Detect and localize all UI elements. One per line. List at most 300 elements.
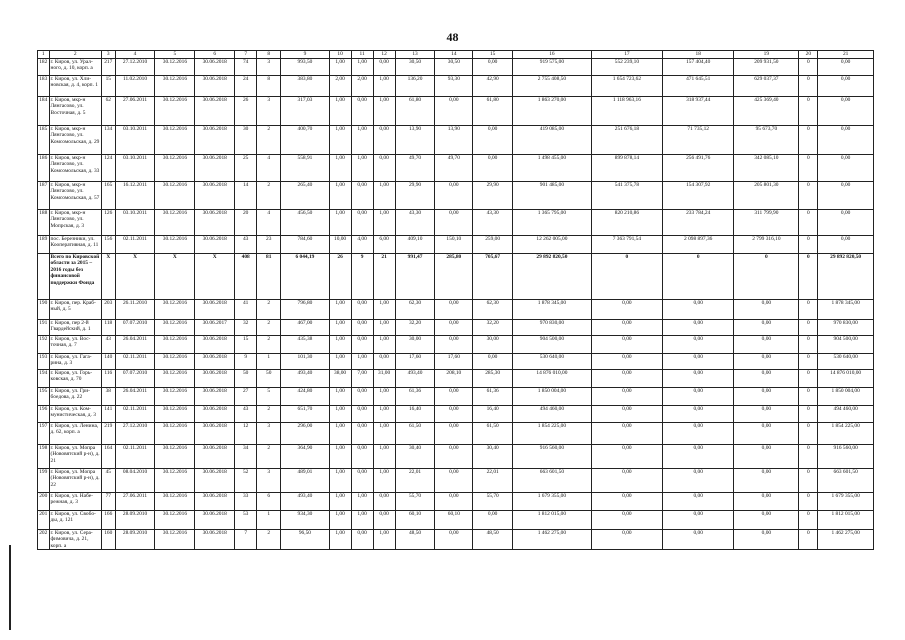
- table-row: [38, 388, 874, 406]
- table-cell: 1,00: [329, 97, 351, 126]
- table-cell: 199: [38, 469, 50, 493]
- table-cell: 0,00: [373, 59, 395, 76]
- table-cell: 61,36: [473, 388, 513, 406]
- table-cell: 26: [235, 97, 257, 126]
- table-cell: 0,00: [591, 336, 662, 354]
- table-cell: 50: [257, 370, 281, 388]
- table-cell: 150,10: [435, 236, 473, 254]
- table-cell: 182: [38, 59, 50, 76]
- table-cell: 10,00: [329, 236, 351, 254]
- table-cell: 663 601,50: [818, 469, 874, 493]
- address-cell: г. Киров, ул. Гага-рина, д. 3: [49, 354, 101, 370]
- table-cell: 0,00: [591, 445, 662, 469]
- table-cell: 493,40: [281, 493, 329, 511]
- table-cell: 0,00: [591, 511, 662, 530]
- table-cell: 0,00: [435, 423, 473, 445]
- table-cell: 0,00: [435, 530, 473, 550]
- table-cell: 970 830,00: [513, 320, 592, 336]
- table-cell: 43,30: [395, 210, 435, 236]
- table-cell: 1 878 345,00: [818, 300, 874, 320]
- table-cell: 2 755 408,50: [513, 76, 592, 97]
- table-cell: 285,30: [473, 370, 513, 388]
- table-cell: 2: [257, 336, 281, 354]
- table-cell: 30.12.2016: [155, 388, 195, 406]
- table-cell: 116: [101, 370, 115, 388]
- table-cell: 29 892 820,50: [513, 254, 592, 300]
- table-cell: 0,00: [591, 370, 662, 388]
- page-number: 48: [446, 30, 459, 44]
- table-cell: 0: [799, 354, 818, 370]
- table-cell: 192: [38, 336, 50, 354]
- table-cell: 03.10.2011: [115, 155, 155, 182]
- table-cell: 0,00: [373, 511, 395, 530]
- table-cell: 4: [257, 155, 281, 182]
- table-cell: 1,00: [329, 210, 351, 236]
- table-cell: 50: [235, 370, 257, 388]
- table-cell: 796,80: [281, 300, 329, 320]
- address-cell: г. Киров, ул. Гри-боедова, д. 22: [49, 388, 101, 406]
- table-cell: 195: [38, 388, 50, 406]
- table-cell: 408: [235, 254, 257, 300]
- table-row: [38, 354, 874, 370]
- table-cell: 0,00: [734, 406, 799, 423]
- table-cell: 9: [235, 354, 257, 370]
- table-cell: 189: [38, 236, 50, 254]
- table-row: [38, 445, 874, 469]
- table-cell: 0: [799, 511, 818, 530]
- table-cell: 219: [101, 423, 115, 445]
- table-cell: 30.06.2017: [195, 320, 235, 336]
- table-cell: 29,90: [473, 182, 513, 210]
- table-cell: 1,00: [329, 423, 351, 445]
- table-cell: 265,40: [281, 182, 329, 210]
- table-cell: 165: [101, 182, 115, 210]
- table-cell: 30.12.2016: [155, 336, 195, 354]
- table-cell: 1 654 723,62: [591, 76, 662, 97]
- table-cell: 1,00: [373, 406, 395, 423]
- table-cell: 31,00: [373, 370, 395, 388]
- column-number: 1: [38, 51, 50, 59]
- table-cell: 52: [235, 469, 257, 493]
- table-cell: 1 850 004,00: [513, 388, 592, 406]
- table-cell: 6: [257, 493, 281, 511]
- table-cell: 27.06.2011: [115, 97, 155, 126]
- table-cell: 1,00: [351, 354, 373, 370]
- table-cell: 1,00: [351, 155, 373, 182]
- table-cell: 2: [257, 300, 281, 320]
- table-cell: 0,00: [591, 493, 662, 511]
- table-cell: 17,60: [395, 354, 435, 370]
- address-cell: г. Киров, ул. Урал-ного, д. 10, корп. а: [49, 59, 101, 76]
- table-cell: 0,00: [591, 406, 662, 423]
- table-cell: 4,00: [351, 236, 373, 254]
- table-cell: 1,00: [329, 493, 351, 511]
- table-row: [38, 320, 874, 336]
- table-cell: 0: [591, 254, 662, 300]
- table-cell: 13,90: [435, 126, 473, 155]
- table-cell: 30.12.2016: [155, 530, 195, 550]
- table-cell: [38, 254, 50, 300]
- table-cell: 820 210,86: [591, 210, 662, 236]
- table-cell: 30.06.2018: [195, 445, 235, 469]
- table-cell: 629 037,37: [734, 76, 799, 97]
- table-cell: 34: [235, 445, 257, 469]
- table-cell: 0,00: [351, 320, 373, 336]
- column-number: 8: [257, 51, 281, 59]
- table-row: [38, 423, 874, 445]
- table-cell: 0: [799, 76, 818, 97]
- table-cell: 0,00: [351, 469, 373, 493]
- table-cell: 2: [257, 320, 281, 336]
- table-cell: 28.09.2010: [115, 530, 155, 550]
- table-cell: X: [115, 254, 155, 300]
- table-cell: 5: [257, 388, 281, 406]
- table-cell: 32,20: [395, 320, 435, 336]
- table-cell: 259,00: [473, 236, 513, 254]
- table-cell: 1,00: [351, 511, 373, 530]
- table-cell: 0,00: [435, 445, 473, 469]
- table-row: [38, 530, 874, 550]
- table-cell: 494 460,00: [513, 406, 592, 423]
- address-cell: г. Киров, ул. Сера-фимовича, д. 21, корп. а: [49, 530, 101, 550]
- table-cell: 202: [38, 530, 50, 550]
- table-cell: 164: [101, 445, 115, 469]
- table-cell: 0: [799, 493, 818, 511]
- table-cell: 16,40: [395, 406, 435, 423]
- table-cell: X: [155, 254, 195, 300]
- table-cell: 61,36: [395, 388, 435, 406]
- table-cell: 41: [235, 300, 257, 320]
- column-number: 11: [351, 51, 373, 59]
- table-cell: 0,00: [734, 469, 799, 493]
- table-cell: 08.04.2010: [115, 469, 155, 493]
- address-cell: г. Киров, ул. Ком-мунистическая, д. 3: [49, 406, 101, 423]
- table-cell: 30,40: [473, 445, 513, 469]
- table-cell: 471 645,51: [663, 76, 734, 97]
- table-cell: 49,70: [435, 155, 473, 182]
- table-cell: 30.12.2016: [155, 320, 195, 336]
- address-cell: г. Киров, мкр-н Лянгасово, ул. Комсомольская, д. 33: [49, 155, 101, 182]
- table-cell: 30,50: [435, 59, 473, 76]
- table-cell: 33: [235, 493, 257, 511]
- table-cell: 0,00: [663, 493, 734, 511]
- table-cell: 13,90: [395, 126, 435, 155]
- table-cell: 0,00: [734, 493, 799, 511]
- table-cell: 0: [799, 530, 818, 550]
- table-cell: 2: [257, 530, 281, 550]
- table-cell: 30.12.2016: [155, 97, 195, 126]
- table-cell: 118: [101, 320, 115, 336]
- table-cell: 1,00: [329, 320, 351, 336]
- table-cell: 30.12.2016: [155, 370, 195, 388]
- column-number: 21: [818, 51, 874, 59]
- column-number: 7: [235, 51, 257, 59]
- table-cell: 26.04.2011: [115, 336, 155, 354]
- table-cell: 160: [101, 530, 115, 550]
- table-cell: 30.12.2016: [155, 469, 195, 493]
- table-cell: 4: [257, 210, 281, 236]
- table-cell: 3: [257, 423, 281, 445]
- column-number: 9: [281, 51, 329, 59]
- table-cell: 30.06.2018: [195, 210, 235, 236]
- table-cell: 17,60: [435, 354, 473, 370]
- table-cell: 30.06.2018: [195, 388, 235, 406]
- table-cell: 0,00: [663, 354, 734, 370]
- table-cell: 188: [38, 210, 50, 236]
- table-cell: 157 404,40: [663, 59, 734, 76]
- table-cell: 0: [799, 370, 818, 388]
- address-cell: г. Киров, ул. Мопра (Нововятский р-н), д. 21: [49, 445, 101, 469]
- table-cell: 21: [373, 254, 395, 300]
- table-cell: 30.12.2016: [155, 236, 195, 254]
- address-cell: г. Киров, мкр-н Лянгасово, ул. Мопрская, д. 3: [49, 210, 101, 236]
- table-cell: 0,00: [663, 530, 734, 550]
- column-number-row: [38, 51, 874, 59]
- table-cell: 317,03: [281, 97, 329, 126]
- table-cell: 0,00: [351, 97, 373, 126]
- table-cell: 0,00: [663, 423, 734, 445]
- table-cell: 904 500,00: [513, 336, 592, 354]
- table-cell: 0,00: [351, 210, 373, 236]
- table-cell: 0: [799, 469, 818, 493]
- table-cell: 0: [799, 97, 818, 126]
- table-cell: 30.06.2018: [195, 59, 235, 76]
- table-cell: 2: [257, 445, 281, 469]
- table-cell: 3: [257, 97, 281, 126]
- table-cell: 16.12.2011: [115, 182, 155, 210]
- table-cell: 0,00: [818, 210, 874, 236]
- table-cell: 0,00: [818, 76, 874, 97]
- table-cell: 30.12.2016: [155, 300, 195, 320]
- table-cell: 0,00: [734, 388, 799, 406]
- table-cell: X: [195, 254, 235, 300]
- table-cell: 26: [329, 254, 351, 300]
- table-cell: 0,00: [373, 126, 395, 155]
- table-cell: 342 085,10: [734, 155, 799, 182]
- table-cell: 30.06.2018: [195, 97, 235, 126]
- table-cell: 141: [101, 406, 115, 423]
- table-cell: 456,50: [281, 210, 329, 236]
- table-row: [38, 406, 874, 423]
- table-cell: 93,30: [435, 76, 473, 97]
- table-cell: 318 937,44: [663, 97, 734, 126]
- column-number: 12: [373, 51, 395, 59]
- table-cell: 166: [101, 511, 115, 530]
- table-cell: 30,40: [395, 445, 435, 469]
- table-cell: 30.12.2016: [155, 511, 195, 530]
- table-cell: 07.07.2010: [115, 370, 155, 388]
- table-cell: 916 560,00: [818, 445, 874, 469]
- table-cell: 1,00: [351, 59, 373, 76]
- table-cell: 970 830,00: [818, 320, 874, 336]
- table-cell: 0: [799, 445, 818, 469]
- table-cell: 26.04.2011: [115, 388, 155, 406]
- address-cell: г. Киров, пер. Краб-ный, д. 5: [49, 300, 101, 320]
- table-cell: 30.06.2018: [195, 126, 235, 155]
- table-cell: 77: [101, 493, 115, 511]
- table-cell: 1,00: [373, 388, 395, 406]
- table-cell: 435,38: [281, 336, 329, 354]
- table-cell: 0,00: [435, 406, 473, 423]
- table-cell: 0,00: [734, 300, 799, 320]
- table-cell: 61,80: [473, 97, 513, 126]
- table-cell: 1,00: [329, 445, 351, 469]
- table-cell: 186: [38, 155, 50, 182]
- table-cell: 30.12.2016: [155, 155, 195, 182]
- table-row: [38, 336, 874, 354]
- table-cell: 30.06.2018: [195, 423, 235, 445]
- table-cell: 27.06.2011: [115, 493, 155, 511]
- table-cell: 0: [799, 300, 818, 320]
- table-row: [38, 210, 874, 236]
- table-cell: 7,00: [351, 370, 373, 388]
- table-cell: 0,00: [663, 370, 734, 388]
- table-cell: 24: [235, 76, 257, 97]
- table-cell: 156: [101, 236, 115, 254]
- table-row: [38, 493, 874, 511]
- table-cell: 101,30: [281, 354, 329, 370]
- table-cell: 0,00: [591, 423, 662, 445]
- table-cell: 203: [101, 300, 115, 320]
- table-cell: 0,00: [435, 300, 473, 320]
- table-cell: 0,00: [473, 59, 513, 76]
- table-cell: 30.12.2016: [155, 423, 195, 445]
- table-cell: 0,00: [473, 354, 513, 370]
- table-cell: 15: [101, 76, 115, 97]
- table-cell: 30.12.2016: [155, 59, 195, 76]
- table-cell: 0,00: [818, 59, 874, 76]
- table-cell: 1,00: [373, 182, 395, 210]
- table-cell: 0,00: [351, 530, 373, 550]
- column-number: 15: [473, 51, 513, 59]
- table-cell: 1,00: [351, 126, 373, 155]
- table-cell: 1,00: [373, 320, 395, 336]
- table-cell: 6,00: [373, 236, 395, 254]
- column-number: 10: [329, 51, 351, 59]
- table-cell: 30.12.2016: [155, 493, 195, 511]
- table-cell: 541 375,78: [591, 182, 662, 210]
- table-cell: 784,60: [281, 236, 329, 254]
- table-cell: 1,00: [373, 97, 395, 126]
- table-cell: 49,70: [395, 155, 435, 182]
- table-cell: 124: [101, 155, 115, 182]
- table-cell: 205 801,30: [734, 182, 799, 210]
- address-cell: г. Киров, ул. Вос-точная, д. 7: [49, 336, 101, 354]
- table-cell: 0: [799, 423, 818, 445]
- column-number: 2: [49, 51, 101, 59]
- table-cell: 140: [101, 354, 115, 370]
- table-cell: 916 560,00: [513, 445, 592, 469]
- table-cell: 1 679 355,00: [818, 493, 874, 511]
- table-cell: 0,00: [351, 182, 373, 210]
- table-cell: 1,00: [373, 423, 395, 445]
- table-cell: 22,01: [473, 469, 513, 493]
- table-cell: 1,00: [329, 530, 351, 550]
- address-cell: Всего по Кировской области за 2015 – 2016 годы без финансовой поддержки Фонда: [49, 254, 101, 300]
- table-cell: 0: [799, 320, 818, 336]
- table-cell: 30.06.2018: [195, 76, 235, 97]
- table-cell: 1,00: [351, 493, 373, 511]
- table-cell: 190: [38, 300, 50, 320]
- table-cell: 201: [38, 511, 50, 530]
- table-cell: 62,30: [395, 300, 435, 320]
- table-cell: 62,30: [473, 300, 513, 320]
- table-cell: 904 500,00: [818, 336, 874, 354]
- table-cell: 1: [257, 354, 281, 370]
- column-number: 4: [115, 51, 155, 59]
- table-cell: 493,40: [281, 370, 329, 388]
- table-cell: 81: [257, 254, 281, 300]
- column-number: 5: [155, 51, 195, 59]
- table-cell: 0: [799, 254, 818, 300]
- table-cell: 1,00: [373, 76, 395, 97]
- table-cell: 217: [101, 59, 115, 76]
- column-number: 17: [591, 51, 662, 59]
- table-cell: 0,00: [734, 530, 799, 550]
- table-cell: 1,00: [329, 388, 351, 406]
- table-cell: 1 498 455,00: [513, 155, 592, 182]
- table-cell: 1 854 225,00: [818, 423, 874, 445]
- table-cell: 991,47: [395, 254, 435, 300]
- table-cell: 0,00: [435, 97, 473, 126]
- table-cell: 30.12.2016: [155, 210, 195, 236]
- table-cell: 993,50: [281, 59, 329, 76]
- table-cell: 25: [235, 155, 257, 182]
- table-cell: 0: [799, 182, 818, 210]
- table-cell: 14: [235, 182, 257, 210]
- table-cell: 96,50: [281, 530, 329, 550]
- table-cell: 95 673,70: [734, 126, 799, 155]
- table-cell: 61,80: [395, 97, 435, 126]
- table-cell: 1,00: [373, 300, 395, 320]
- table-cell: 0,00: [663, 445, 734, 469]
- table-cell: 02.11.2011: [115, 406, 155, 423]
- table-cell: 1,00: [329, 336, 351, 354]
- table-cell: 60,10: [435, 511, 473, 530]
- table-cell: 2: [257, 182, 281, 210]
- table-cell: 425 369,40: [734, 97, 799, 126]
- table-cell: 0: [799, 388, 818, 406]
- table-cell: 0,00: [734, 370, 799, 388]
- table-cell: 1,00: [329, 59, 351, 76]
- table-cell: 32: [235, 320, 257, 336]
- table-cell: 934,30: [281, 511, 329, 530]
- table-row: [38, 236, 874, 254]
- table-cell: 705,67: [473, 254, 513, 300]
- table-cell: 9: [351, 254, 373, 300]
- table-cell: 0,00: [734, 423, 799, 445]
- table-cell: 30.06.2018: [195, 354, 235, 370]
- address-cell: г. Киров, ул. Свобо-ды, д. 121: [49, 511, 101, 530]
- table-cell: 467,00: [281, 320, 329, 336]
- table-cell: 919 575,00: [513, 59, 592, 76]
- table-cell: 1 850 004,00: [818, 388, 874, 406]
- table-cell: 0,00: [818, 236, 874, 254]
- table-cell: 154 307,92: [663, 182, 734, 210]
- table-cell: 1,00: [329, 300, 351, 320]
- table-row: [38, 155, 874, 182]
- table-cell: 7: [235, 530, 257, 550]
- table-cell: 30.06.2018: [195, 370, 235, 388]
- table-cell: 0,00: [734, 511, 799, 530]
- table-cell: 899 878,14: [591, 155, 662, 182]
- table-cell: X: [101, 254, 115, 300]
- table-cell: 0: [799, 336, 818, 354]
- table-row: [38, 511, 874, 530]
- table-cell: 74: [235, 59, 257, 76]
- table-cell: 43: [235, 406, 257, 423]
- column-number: 13: [395, 51, 435, 59]
